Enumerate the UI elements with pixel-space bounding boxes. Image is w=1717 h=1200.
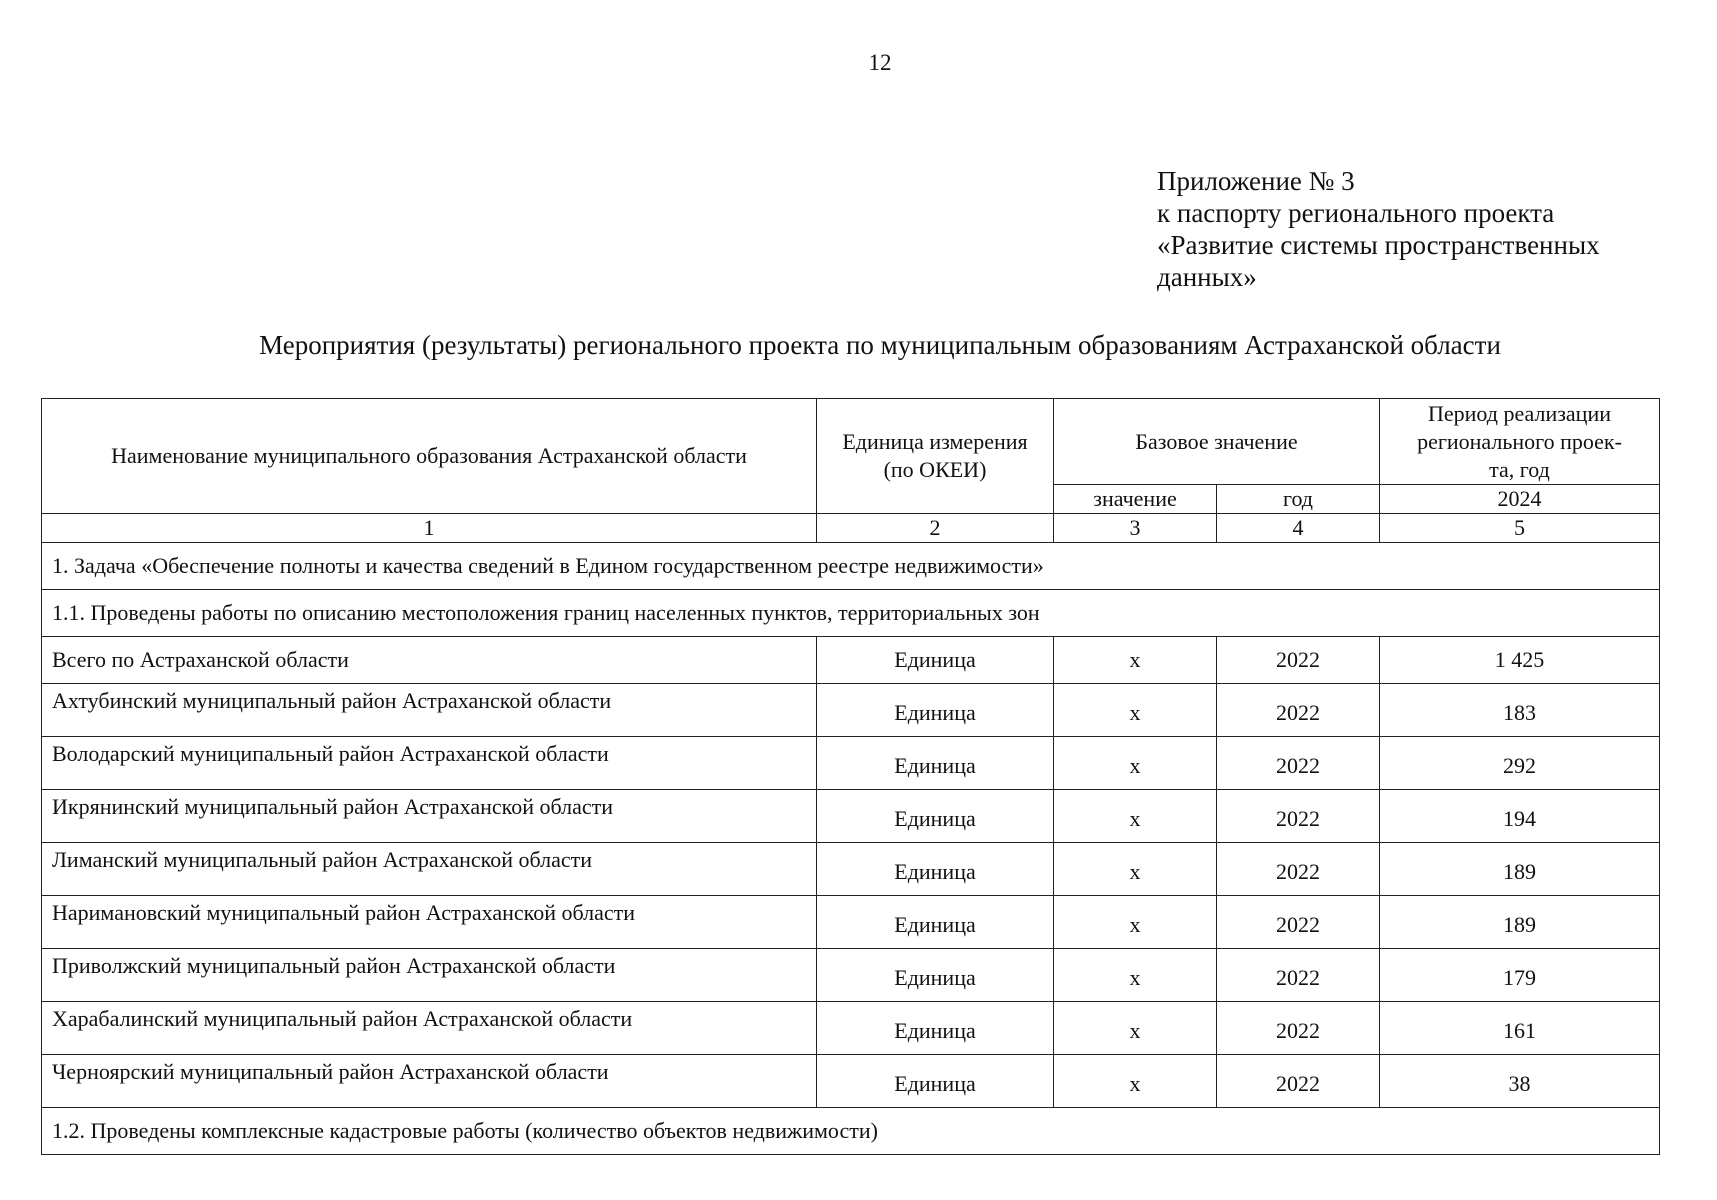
column-number: 1 [42, 514, 817, 543]
row-unit: Единица [817, 637, 1054, 684]
annex-caption [1157, 165, 1600, 293]
row-unit: Единица [817, 1055, 1054, 1108]
table-row [42, 1055, 1660, 1108]
row-target: 194 [1380, 790, 1660, 843]
header-unit-line: Единица измерения [842, 429, 1028, 454]
header-period [1380, 399, 1660, 485]
header-base-value: Базовое значение [1054, 399, 1380, 485]
table-row [42, 790, 1660, 843]
row-name: Черноярский муниципальный район Астраханской области [42, 1055, 817, 1108]
row-name: Приволжский муниципальный район Астраханской области [42, 949, 817, 1002]
table-row [42, 1002, 1660, 1055]
section-row [42, 1108, 1660, 1155]
subheader-year: год [1217, 485, 1380, 514]
column-number: 3 [1054, 514, 1217, 543]
row-base-value: x [1054, 790, 1217, 843]
row-unit: Единица [817, 843, 1054, 896]
row-base-value: x [1054, 843, 1217, 896]
table-row-total [42, 637, 1660, 684]
table-row [42, 949, 1660, 1002]
row-target: 1 425 [1380, 637, 1660, 684]
annex-line: к паспорту регионального проекта [1157, 198, 1555, 228]
column-number-row [42, 514, 1660, 543]
row-target: 292 [1380, 737, 1660, 790]
row-base-value: x [1054, 949, 1217, 1002]
annex-line: Приложение № 3 [1157, 166, 1355, 196]
table-row [42, 737, 1660, 790]
table-row [42, 896, 1660, 949]
header-name-text: Наименование муниципального образования Астраханской области [111, 443, 747, 468]
task-title: 1. Задача «Обеспечение полноты и качества сведений в Едином государственном реестре недвижимости» [42, 543, 1660, 590]
annex-line: данных» [1157, 262, 1257, 292]
row-name: Ахтубинский муниципальный район Астраханской области [42, 684, 817, 737]
header-name [42, 399, 817, 514]
page-number: 12 [868, 50, 892, 75]
row-base-year: 2022 [1217, 949, 1380, 1002]
row-base-year: 2022 [1217, 1002, 1380, 1055]
annex-line: «Развитие системы пространственных [1157, 230, 1600, 260]
row-base-value: x [1054, 684, 1217, 737]
row-target: 38 [1380, 1055, 1660, 1108]
subheader-value: значение [1054, 485, 1217, 514]
header-period-line: Период реализации [1427, 400, 1611, 426]
header-period-line: регионального проек- [1417, 428, 1622, 454]
row-base-value: x [1054, 1002, 1217, 1055]
section-title: 1.1. Проведены работы по описанию местоположения границ населенных пунктов, территориальных зон [42, 590, 1660, 637]
row-base-value: x [1054, 637, 1217, 684]
row-name: Всего по Астраханской области [42, 637, 817, 684]
row-base-year: 2022 [1217, 790, 1380, 843]
header-row [42, 399, 1660, 485]
row-target: 183 [1380, 684, 1660, 737]
row-name: Володарский муниципальный район Астраханской области [42, 737, 817, 790]
table-row [42, 684, 1660, 737]
row-base-year: 2022 [1217, 684, 1380, 737]
row-base-value: x [1054, 737, 1217, 790]
row-target: 189 [1380, 896, 1660, 949]
results-table [41, 398, 1660, 1155]
column-number: 4 [1217, 514, 1380, 543]
row-target: 189 [1380, 843, 1660, 896]
row-base-year: 2022 [1217, 637, 1380, 684]
column-number: 2 [817, 514, 1054, 543]
row-unit: Единица [817, 737, 1054, 790]
row-unit: Единица [817, 684, 1054, 737]
row-unit: Единица [817, 896, 1054, 949]
subheader-period-year: 2024 [1380, 485, 1660, 514]
row-name: Харабалинский муниципальный район Астраханской области [42, 1002, 817, 1055]
row-base-value: x [1054, 896, 1217, 949]
task-row [42, 543, 1660, 590]
header-unit-line: (по ОКЕИ) [883, 457, 987, 482]
section-row [42, 590, 1660, 637]
row-base-year: 2022 [1217, 1055, 1380, 1108]
header-unit [817, 399, 1054, 514]
document-title: Мероприятия (результаты) регионального проекта по муниципальным образованиям Астраханской области [259, 330, 1501, 360]
row-name: Наримановский муниципальный район Астраханской области [42, 896, 817, 949]
row-target: 161 [1380, 1002, 1660, 1055]
column-number: 5 [1380, 514, 1660, 543]
row-base-value: x [1054, 1055, 1217, 1108]
table-row [42, 843, 1660, 896]
row-base-year: 2022 [1217, 896, 1380, 949]
row-name: Лиманский муниципальный район Астраханской области [42, 843, 817, 896]
row-base-year: 2022 [1217, 737, 1380, 790]
header-period-line: та, год [1489, 456, 1550, 482]
row-base-year: 2022 [1217, 843, 1380, 896]
section-title: 1.2. Проведены комплексные кадастровые работы (количество объектов недвижимости) [42, 1108, 1660, 1155]
row-unit: Единица [817, 790, 1054, 843]
row-unit: Единица [817, 1002, 1054, 1055]
row-unit: Единица [817, 949, 1054, 1002]
row-target: 179 [1380, 949, 1660, 1002]
row-name: Икрянинский муниципальный район Астраханской области [42, 790, 817, 843]
